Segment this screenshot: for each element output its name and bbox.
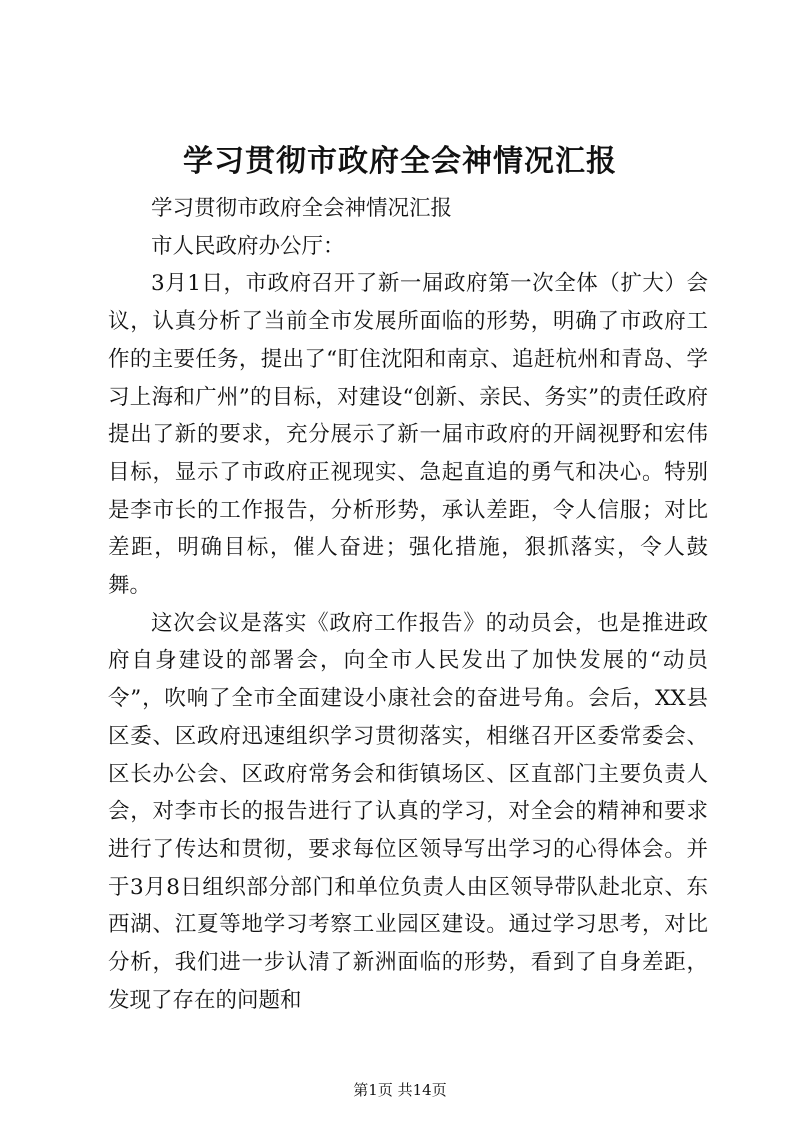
document-title: 学习贯彻市政府全会神情况汇报 <box>183 144 617 179</box>
body-paragraph: 3月1日，市政府召开了新一届政府第一次全体（扩大）会议，认真分析了当前全市发展所面临的形势，明确了市政府工作的主要任务，提出了“盯住沈阳和南京、追赶杭州和青岛、学习上海和广州”的目标，对建设“创新、亲民、务实”的责任政府提出了新的要求，充分展示了新一届市政府的开阔视野和宏伟目标，显示了市政府正视现实、急起直追的勇气和决心。特别是李市长的工作报告，分析形势，承认差距，令人信服；对比差距，明确目标，催人奋进；强化措施，狠抓落实，令人鼓舞。 <box>108 271 708 599</box>
document-body <box>108 190 708 1019</box>
page-number-footer: 第1页 共14页 <box>353 1081 447 1099</box>
body-paragraph-salutation: 市人民政府办公厅： <box>151 233 345 259</box>
body-paragraph: 这次会议是落实《政府工作报告》的动员会，也是推进政府自身建设的部署会，向全市人民发出了加快发展的“动员令”，吹响了全市全面建设小康社会的奋进号角。会后，XX县区委、区政府迅速组织学习贯彻落实，相继召开区委常委会、区长办公会、区政府常务会和街镇场区、区直部门主要负责人会，对李市长的报告进行了认真的学习，对全会的精神和要求进行了传达和贯彻，要求每位区领导写出学习的心得体会。并于3月8日组织部分部门和单位负责人由区领导带队赴北京、东西湖、江夏等地学习考察工业园区建设。通过学习思考，对比分析，我们进一步认清了新洲面临的形势，看到了自身差距，发现了存在的问题和 <box>108 610 708 1013</box>
body-paragraph-subtitle: 学习贯彻市政府全会神情况汇报 <box>151 196 453 221</box>
